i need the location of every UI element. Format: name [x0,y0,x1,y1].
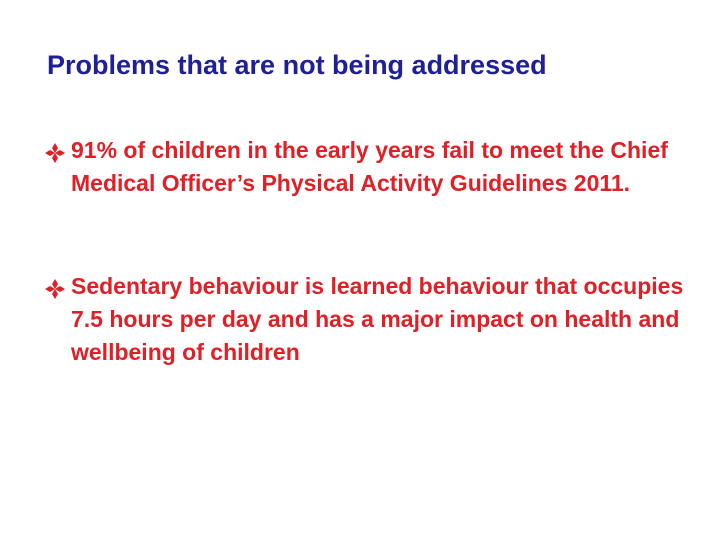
bullet-item [44,134,694,200]
diamond-bullet-icon [44,278,66,300]
bullet-list [44,134,694,369]
diamond-bullet-icon [44,142,66,164]
bullet-text: Sedentary behaviour is learned behaviour that occupies 7.5 hours per day and has a major impact on health and wellbeing of children [71,273,684,365]
slide-title: Problems that are not being addressed [47,50,547,80]
bullet-item [44,270,694,369]
bullet-text: 91% of children in the early years fail to meet the Chief Medical Officer’s Physical Activity Guidelines 2011. [71,137,668,196]
